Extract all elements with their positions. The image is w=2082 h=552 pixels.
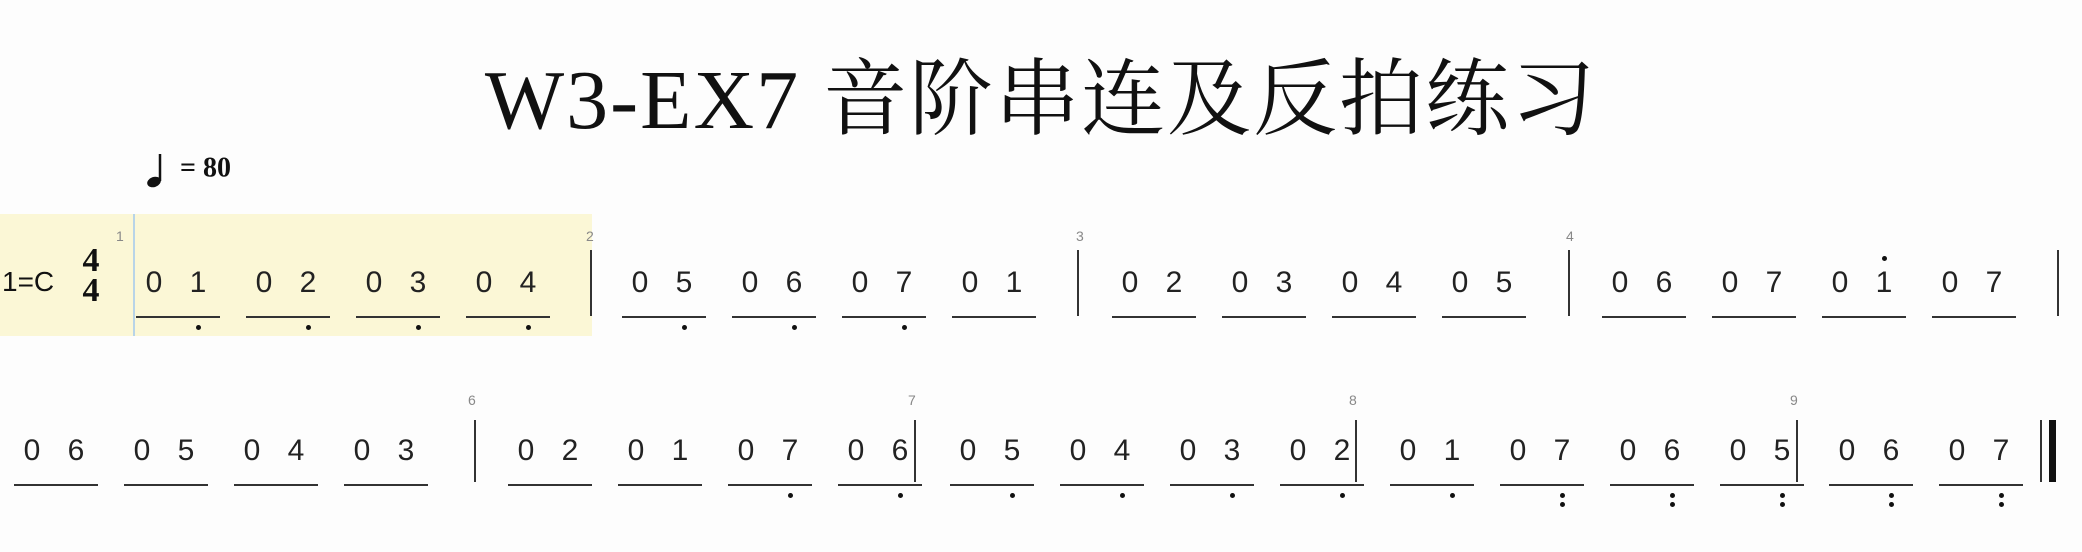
jianpu-note[interactable]: 3 (1275, 266, 1293, 299)
barline (1796, 420, 1798, 482)
eighth-beam (1610, 484, 1694, 486)
jianpu-note[interactable]: 5 (675, 266, 693, 299)
final-barline-thin (2040, 420, 2042, 482)
jianpu-note[interactable]: 7 (1765, 266, 1783, 299)
measure-number: 7 (908, 392, 916, 408)
final-barline-thick (2049, 420, 2056, 482)
barline (1568, 250, 1570, 316)
jianpu-note[interactable]: 0 (627, 434, 645, 467)
jianpu-note[interactable]: 4 (519, 266, 537, 299)
key-signature: 1=C (2, 266, 55, 297)
jianpu-note[interactable]: 0 (631, 266, 649, 299)
jianpu-note[interactable]: 0 (1069, 434, 1087, 467)
eighth-beam (234, 484, 318, 486)
barline (590, 250, 592, 316)
jianpu-note[interactable]: 6 (785, 266, 803, 299)
eighth-beam (1829, 484, 1913, 486)
jianpu-note[interactable]: 7 (1992, 434, 2010, 467)
jianpu-note[interactable]: 0 (475, 266, 493, 299)
jianpu-note[interactable]: 0 (365, 266, 383, 299)
jianpu-note[interactable]: 0 (847, 434, 865, 467)
playback-cursor[interactable] (133, 214, 135, 336)
jianpu-note[interactable]: 1 (671, 434, 689, 467)
octave-dot-below (1670, 493, 1675, 498)
measure-number: 2 (586, 228, 594, 244)
jianpu-note[interactable]: 0 (1619, 434, 1637, 467)
jianpu-note[interactable]: 3 (409, 266, 427, 299)
eighth-beam (842, 316, 926, 318)
jianpu-note[interactable]: 0 (23, 434, 41, 467)
octave-dot-below (1889, 502, 1894, 507)
eighth-beam (1720, 484, 1804, 486)
octave-dot-below (1340, 493, 1345, 498)
jianpu-note[interactable]: 0 (1611, 266, 1629, 299)
jianpu-note[interactable]: 0 (1231, 266, 1249, 299)
eighth-beam (1222, 316, 1306, 318)
jianpu-note[interactable]: 4 (287, 434, 305, 467)
eighth-beam (1939, 484, 2023, 486)
measure-number: 9 (1790, 392, 1798, 408)
eighth-beam (136, 316, 220, 318)
octave-dot-below (1999, 493, 2004, 498)
jianpu-note[interactable]: 3 (1223, 434, 1241, 467)
jianpu-note[interactable]: 0 (851, 266, 869, 299)
jianpu-note[interactable]: 0 (255, 266, 273, 299)
jianpu-note[interactable]: 0 (741, 266, 759, 299)
eighth-beam (1332, 316, 1416, 318)
eighth-beam (124, 484, 208, 486)
jianpu-note[interactable]: 0 (133, 434, 151, 467)
jianpu-note[interactable]: 2 (561, 434, 579, 467)
jianpu-note[interactable]: 0 (737, 434, 755, 467)
jianpu-note[interactable]: 0 (959, 434, 977, 467)
octave-dot-below (1780, 493, 1785, 498)
eighth-beam (952, 316, 1036, 318)
octave-dot-below (196, 325, 201, 330)
barline (914, 420, 916, 482)
eighth-beam (1500, 484, 1584, 486)
measure-number: 4 (1566, 228, 1574, 244)
jianpu-note[interactable]: 0 (243, 434, 261, 467)
tempo-value: = 80 (180, 152, 231, 184)
jianpu-note[interactable]: 0 (1399, 434, 1417, 467)
eighth-beam (1442, 316, 1526, 318)
score-title: W3-EX7 音阶串连及反拍练习 (484, 54, 1598, 147)
eighth-beam (1112, 316, 1196, 318)
eighth-beam (1822, 316, 1906, 318)
measure-number: 8 (1349, 392, 1357, 408)
jianpu-note[interactable]: 2 (1165, 266, 1183, 299)
jianpu-note[interactable]: 0 (353, 434, 371, 467)
barline (1077, 250, 1079, 316)
barline (1355, 420, 1357, 482)
jianpu-note[interactable]: 1 (1875, 266, 1893, 299)
octave-dot-below (416, 325, 421, 330)
jianpu-note[interactable]: 0 (145, 266, 163, 299)
jianpu-note[interactable]: 5 (1003, 434, 1021, 467)
eighth-beam (466, 316, 550, 318)
octave-dot-below (792, 325, 797, 330)
eighth-beam (732, 316, 816, 318)
jianpu-note[interactable]: 6 (1655, 266, 1673, 299)
jianpu-note[interactable]: 6 (891, 434, 909, 467)
barline (474, 420, 476, 482)
jianpu-note[interactable]: 2 (299, 266, 317, 299)
eighth-beam (1932, 316, 2016, 318)
jianpu-note[interactable]: 0 (1721, 266, 1739, 299)
jianpu-note[interactable]: 6 (1882, 434, 1900, 467)
jianpu-note[interactable]: 0 (1831, 266, 1849, 299)
jianpu-note[interactable]: 0 (1121, 266, 1139, 299)
jianpu-note[interactable]: 5 (1773, 434, 1791, 467)
jianpu-note[interactable]: 0 (961, 266, 979, 299)
jianpu-note[interactable]: 3 (397, 434, 415, 467)
octave-dot-below (1230, 493, 1235, 498)
measure-number: 6 (468, 392, 476, 408)
octave-dot-below (902, 325, 907, 330)
eighth-beam (838, 484, 922, 486)
eighth-beam (1602, 316, 1686, 318)
octave-dot-below (1450, 493, 1455, 498)
eighth-beam (1280, 484, 1364, 486)
barline (2057, 250, 2059, 316)
eighth-beam (14, 484, 98, 486)
eighth-beam (344, 484, 428, 486)
jianpu-note[interactable]: 0 (1509, 434, 1527, 467)
eighth-beam (622, 316, 706, 318)
jianpu-note[interactable]: 0 (1838, 434, 1856, 467)
jianpu-note[interactable]: 7 (1985, 266, 2003, 299)
octave-dot-below (1120, 493, 1125, 498)
octave-dot-above (1882, 256, 1887, 261)
jianpu-note[interactable]: 7 (1553, 434, 1571, 467)
eighth-beam (356, 316, 440, 318)
octave-dot-below (1999, 502, 2004, 507)
octave-dot-below (526, 325, 531, 330)
eighth-beam (1390, 484, 1474, 486)
jianpu-note[interactable]: 7 (895, 266, 913, 299)
octave-dot-below (1780, 502, 1785, 507)
jianpu-note[interactable]: 5 (1495, 266, 1513, 299)
time-signature-top: 4 (82, 242, 100, 279)
jianpu-note[interactable]: 0 (1451, 266, 1469, 299)
jianpu-note[interactable]: 1 (1005, 266, 1023, 299)
jianpu-note[interactable]: 1 (1443, 434, 1461, 467)
octave-dot-below (1560, 493, 1565, 498)
jianpu-note[interactable]: 0 (1179, 434, 1197, 467)
eighth-beam (508, 484, 592, 486)
octave-dot-below (306, 325, 311, 330)
octave-dot-below (1670, 502, 1675, 507)
eighth-beam (728, 484, 812, 486)
jianpu-note[interactable]: 0 (1729, 434, 1747, 467)
jianpu-note[interactable]: 1 (189, 266, 207, 299)
jianpu-note[interactable]: 4 (1113, 434, 1131, 467)
octave-dot-below (788, 493, 793, 498)
quarter-note-icon (143, 150, 173, 190)
jianpu-note[interactable]: 0 (1948, 434, 1966, 467)
eighth-beam (1170, 484, 1254, 486)
measure-number: 1 (116, 228, 124, 244)
jianpu-note[interactable]: 7 (781, 434, 799, 467)
time-signature-bottom: 4 (82, 272, 100, 309)
jianpu-note[interactable]: 2 (1333, 434, 1351, 467)
jianpu-note[interactable]: 0 (517, 434, 535, 467)
jianpu-note[interactable]: 0 (1941, 266, 1959, 299)
jianpu-note[interactable]: 0 (1289, 434, 1307, 467)
octave-dot-below (898, 493, 903, 498)
jianpu-note[interactable]: 6 (67, 434, 85, 467)
tempo-marking (143, 150, 231, 190)
jianpu-note[interactable]: 5 (177, 434, 195, 467)
jianpu-note[interactable]: 6 (1663, 434, 1681, 467)
jianpu-note[interactable]: 0 (1341, 266, 1359, 299)
eighth-beam (246, 316, 330, 318)
jianpu-note[interactable]: 4 (1385, 266, 1403, 299)
eighth-beam (1712, 316, 1796, 318)
eighth-beam (1060, 484, 1144, 486)
octave-dot-below (1560, 502, 1565, 507)
eighth-beam (950, 484, 1034, 486)
octave-dot-below (1889, 493, 1894, 498)
octave-dot-below (1010, 493, 1015, 498)
octave-dot-below (682, 325, 687, 330)
eighth-beam (618, 484, 702, 486)
measure-number: 3 (1076, 228, 1084, 244)
